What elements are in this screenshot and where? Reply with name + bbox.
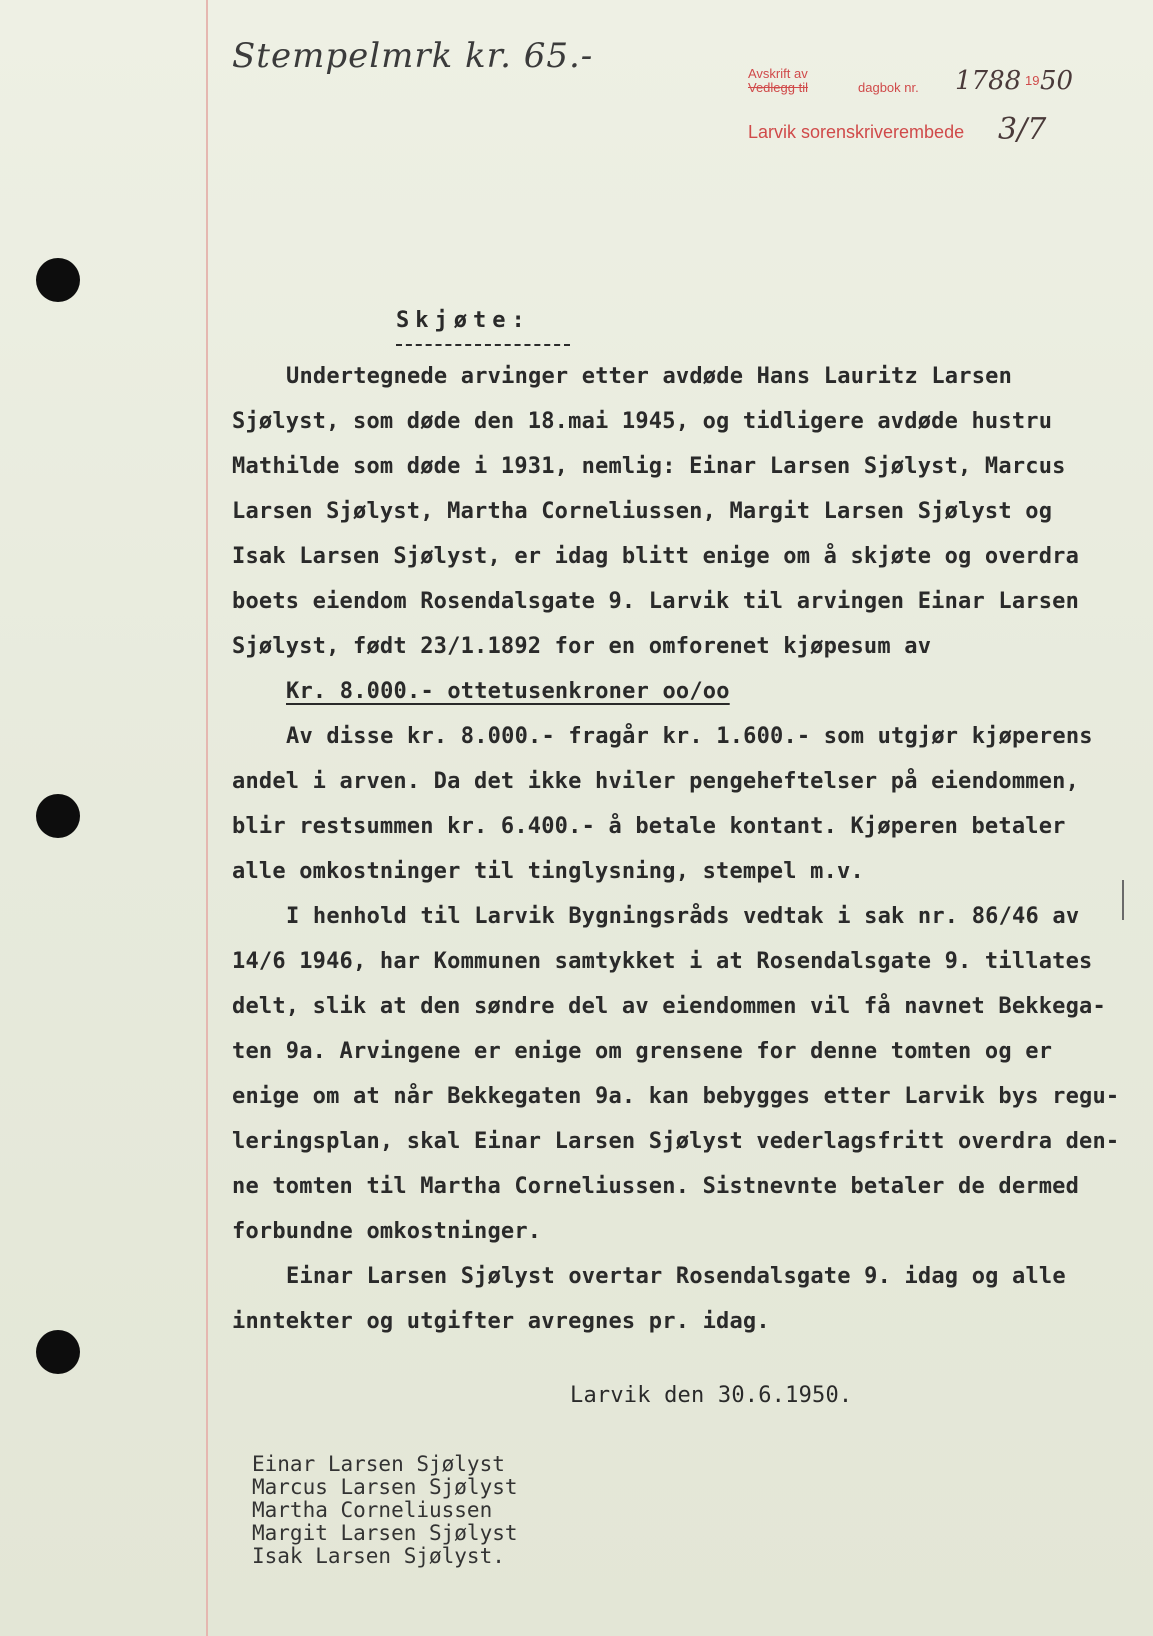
body-line: enige om at når Bekkegaten 9a. kan bebygges etter Larvik bys regu- <box>232 1084 1120 1109</box>
stamp-line-vedlegg: Vedlegg til <box>748 80 808 95</box>
document-title: Skjøte: <box>396 308 531 333</box>
body-line: Isak Larsen Sjølyst, er idag blitt enige om å skjøte og overdra <box>232 544 1080 569</box>
body-line: forbundne omkostninger. <box>232 1219 542 1244</box>
body-line: inntekter og utgifter avregnes pr. idag. <box>232 1309 770 1334</box>
stamp-dagbok-number: 1788 <box>955 66 1022 96</box>
margin-rule <box>206 0 208 1636</box>
body-line: Einar Larsen Sjølyst overtar Rosendalsgate 9. idag og alle <box>286 1264 1066 1289</box>
body-line: Sjølyst, som døde den 18.mai 1945, og tidligere avdøde hustru <box>232 409 1053 434</box>
signatory: Isak Larsen Sjølyst. <box>252 1544 505 1568</box>
body-line: Sjølyst, født 23/1.1892 for en omforenet kjøpesum av <box>232 634 932 659</box>
signatory: Marcus Larsen Sjølyst <box>252 1475 518 1499</box>
body-line: Av disse kr. 8.000.- fragår kr. 1.600.- som utgjør kjøperens <box>286 724 1093 749</box>
punch-hole-bottom <box>36 1330 80 1374</box>
place-date: Larvik den 30.6.1950. <box>570 1383 853 1408</box>
body-line: I henhold til Larvik Bygningsråds vedtak i sak nr. 86/46 av <box>286 904 1080 929</box>
handwritten-stamp-duty-note: Stempelmrk kr. 65.- <box>232 36 594 76</box>
body-line: Undertegnede arvinger etter avdøde Hans Lauritz Larsen <box>286 364 1013 389</box>
body-line: Larsen Sjølyst, Martha Corneliussen, Margit Larsen Sjølyst og <box>232 499 1053 524</box>
body-line: ten 9a. Arvingene er enige om grensene for denne tomten og er <box>232 1039 1053 1064</box>
title-underline <box>396 344 570 346</box>
stamp-line-avskrift: Avskrift av <box>748 66 808 81</box>
body-line: delt, slik at den søndre del av eiendommen vil få navnet Bekkega- <box>232 994 1106 1019</box>
punch-hole-top <box>36 258 80 302</box>
body-line: ne tomten til Martha Corneliussen. Sistnevnte betaler de dermed <box>232 1174 1080 1199</box>
body-line: boets eiendom Rosendalsgate 9. Larvik til arvingen Einar Larsen <box>232 589 1080 614</box>
stamp-year-prefix: 19 <box>1025 73 1040 88</box>
stamp-dagbok-label: dagbok nr. <box>858 80 919 95</box>
signatory: Margit Larsen Sjølyst <box>252 1521 518 1545</box>
stamp-year-suffix: 50 <box>1040 66 1074 96</box>
stamp-date: 3/7 <box>998 112 1047 147</box>
edge-mark <box>1122 880 1124 920</box>
signatory: Einar Larsen Sjølyst <box>252 1452 505 1476</box>
stamp-office: Larvik sorenskriverembede <box>748 122 965 142</box>
body-line: 14/6 1946, har Kommunen samtykket i at Rosendalsgate 9. tillates <box>232 949 1093 974</box>
body-line: blir restsummen kr. 6.400.- å betale kontant. Kjøperen betaler <box>232 814 1066 839</box>
purchase-sum: Kr. 8.000.- ottetusenkroner oo/oo <box>286 679 730 704</box>
body-line: alle omkostninger til tinglysning, stempel m.v. <box>232 859 864 884</box>
body-line: andel i arven. Da det ikke hviler pengeheftelser på eiendommen, <box>232 769 1080 794</box>
body-line: Mathilde som døde i 1931, nemlig: Einar Larsen Sjølyst, Marcus <box>232 454 1066 479</box>
body-line: leringsplan, skal Einar Larsen Sjølyst vederlagsfritt overdra den- <box>232 1129 1120 1154</box>
signatory: Martha Corneliussen <box>252 1498 493 1522</box>
punch-hole-middle <box>36 794 80 838</box>
